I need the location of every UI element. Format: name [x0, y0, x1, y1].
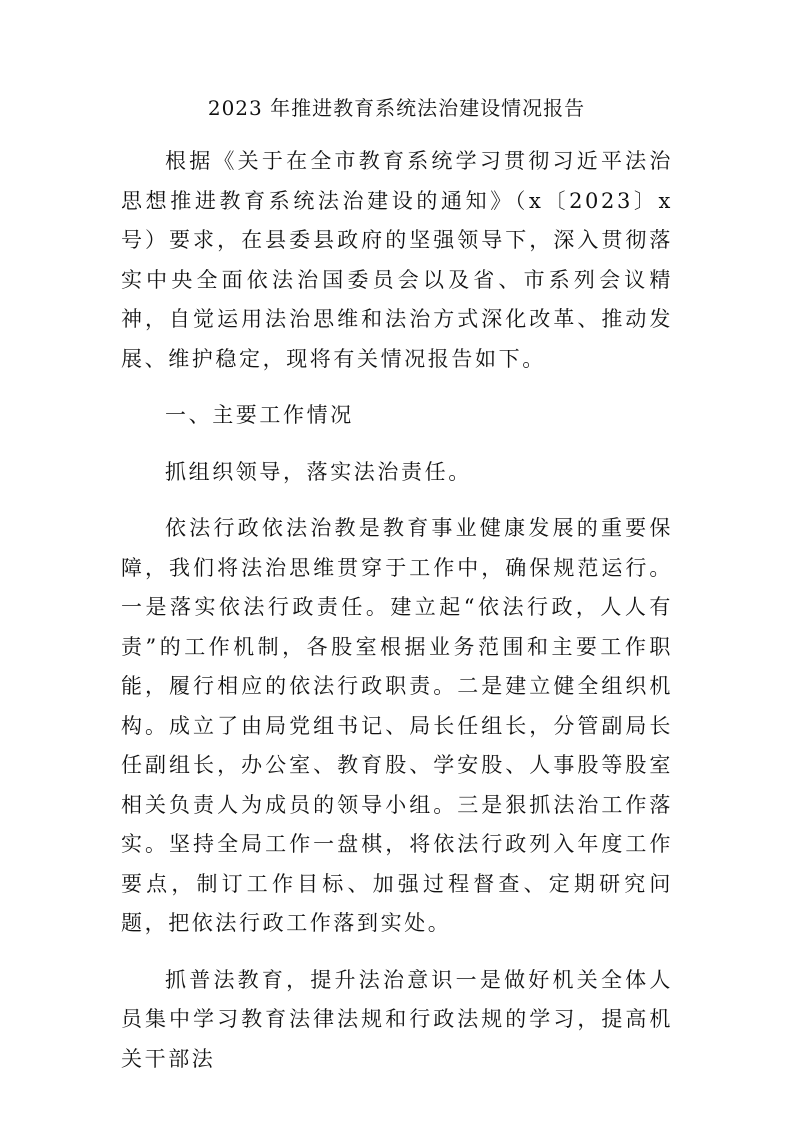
subheading-organization-leadership: 抓组织领导，落实法治责任。: [165, 459, 472, 484]
document-body: [121, 142, 673, 1079]
document-title: 2023 年推进教育系统法治建设情况报告: [207, 96, 586, 120]
paragraph-rule-of-law-administration: 依法行政依法治教是教育事业健康发展的重要保障，我们将法治思维贯穿于工作中，确保规范运行。一是落实依法行政责任。建立起“依法行政，人人有责”的工作机制，各股室根据业务范围和主要工作职能，履行相应的依法行政职责。二是建立健全组织机构。成立了由局党组书记、局长任组长，分管副局长任副组长，办公室、教育股、学安股、人事股等股室相关负责人为成员的领导小组。三是狠抓法治工作落实。坚持全局工作一盘棋，将依法行政列入年度工作要点，制订工作目标、加强过程督查、定期研究问题，把依法行政工作落到实处。: [121, 516, 673, 935]
paragraph-legal-education: 抓普法教育，提升法治意识一是做好机关全体人员集中学习教育法律法规和行政法规的学习，提高机关干部法: [121, 967, 673, 1071]
paragraph-intro: 根据《关于在全市教育系统学习贯彻习近平法治思想推进教育系统法治建设的通知》（x〔2023〕x 号）要求，在县委县政府的坚强领导下，深入贯彻落实中央全面依法治国委员会以及省、市系列会议精神，自觉运用法治思维和法治方式深化改革、推动发展、维护稳定，现将有关情况报告如下。: [121, 149, 673, 371]
section-heading-main-work: 一、主要工作情况: [165, 403, 354, 427]
